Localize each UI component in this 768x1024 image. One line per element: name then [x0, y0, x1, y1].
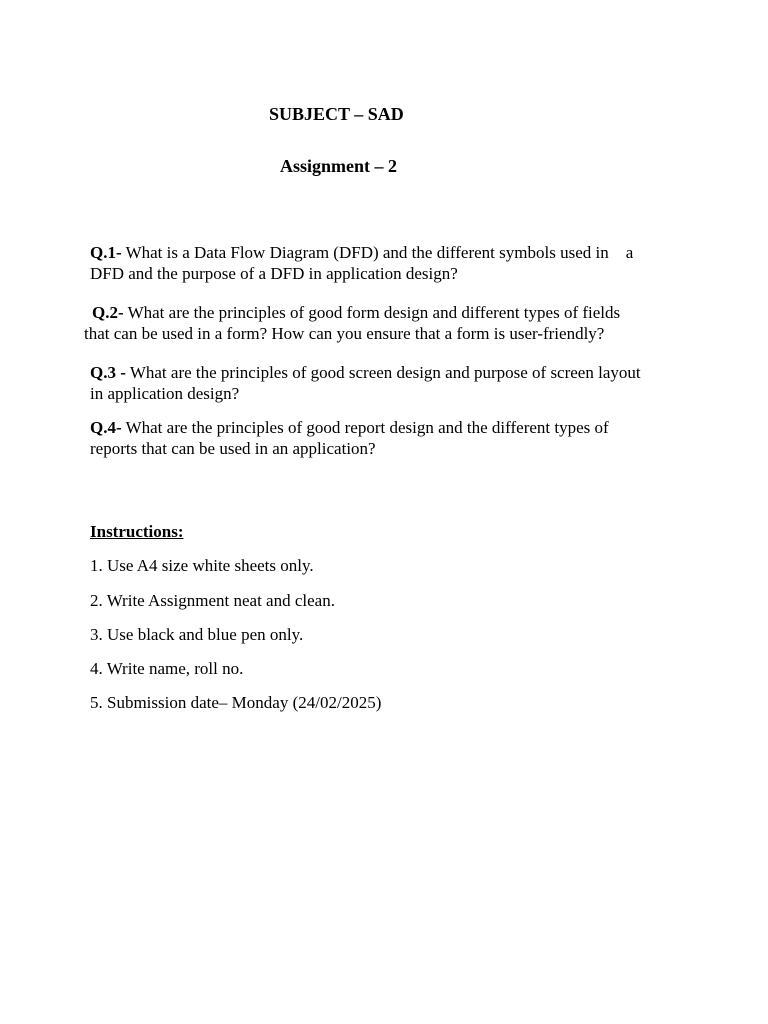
question-3-text-1: What are the principles of good screen design and purpose of screen layout: [125, 363, 641, 382]
question-1-text-1: What is a Data Flow Diagram (DFD) and the different symbols used in a: [121, 243, 634, 262]
question-4-text-1: What are the principles of good report design and the different types of: [121, 418, 609, 437]
subject-heading: SUBJECT – SAD: [269, 104, 404, 124]
instruction-item-4: 4. Write name, roll no.: [90, 659, 244, 678]
question-3-text-2: in application design?: [90, 383, 240, 403]
question-3-line-1: [90, 363, 690, 384]
instruction-item-2: 2. Write Assignment neat and clean.: [90, 591, 335, 610]
question-2-text-2: that can be used in a form? How can you ensure that a form is user-friendly?: [84, 323, 605, 343]
question-2-label: Q.2-: [92, 303, 124, 322]
instruction-item-5: 5. Submission date– Monday (24/02/2025): [90, 693, 382, 712]
question-2-line-1: [84, 303, 684, 324]
question-1: [90, 243, 690, 284]
question-2-text-1: What are the principles of good form design and different types of fields: [123, 303, 621, 322]
question-1-text-2: DFD and the purpose of a DFD in application design?: [90, 263, 458, 283]
instructions-title: Instructions:: [90, 522, 184, 541]
question-3-label: Q.3 -: [90, 363, 126, 382]
instruction-item-1: 1. Use A4 size white sheets only.: [90, 556, 314, 575]
question-4-label: Q.4-: [90, 418, 122, 437]
question-4-line-1: [90, 418, 690, 439]
question-1-label: Q.1-: [90, 243, 122, 262]
question-3: [90, 363, 690, 404]
assignment-heading: Assignment – 2: [280, 156, 398, 176]
question-4-text-2: reports that can be used in an application?: [90, 438, 376, 458]
question-2: [84, 303, 684, 344]
question-4: [90, 418, 690, 459]
question-1-line-1: [90, 243, 690, 264]
instruction-item-3: 3. Use black and blue pen only.: [90, 625, 304, 644]
